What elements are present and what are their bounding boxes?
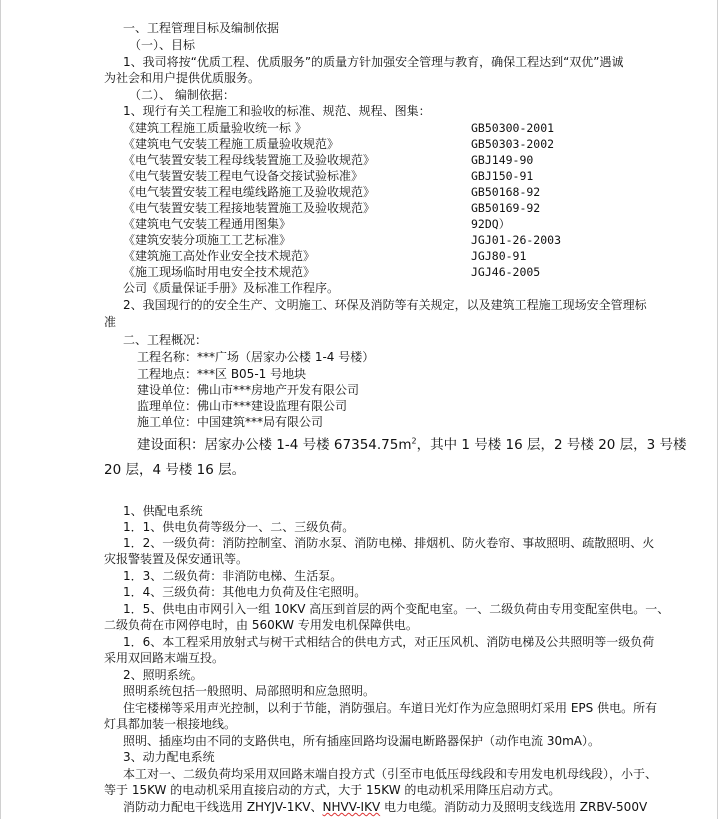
standard-name: 《施工现场临时用电安全技术规范》 <box>123 265 316 279</box>
company-manual: 公司《质量保证手册》及标准工作程序。 <box>123 281 340 295</box>
standard-code: GB50303-2002 <box>471 137 555 151</box>
standard-name: 《建筑电气安装工程通用图集》 <box>123 217 292 231</box>
standard-code: GB50168-92 <box>471 185 541 199</box>
standard-name: 《建筑安装分项施工工艺标准》 <box>123 233 292 247</box>
para-1-2-cont: 灾报警装置及保安通讯等。 <box>104 552 249 566</box>
standard-name: 《电气装置安装工程母线装置施工及验收规范》 <box>123 153 376 167</box>
cable-spec-underlined: NHVV-IKV <box>322 800 381 814</box>
area-unit-sup: 2 <box>411 436 417 446</box>
lighting-para-2-cont: 灯具都加装一根接地线。 <box>104 717 237 731</box>
section-heading-2: 二、工程概况： <box>123 333 208 347</box>
standard-code: JGJ80-91 <box>471 249 527 263</box>
power-para-2-pre: 消防动力配电干线选用 ZHYJV-1KV、 <box>123 800 323 814</box>
standard-name: 《建筑施工高处作业安全技术规范》 <box>123 249 316 263</box>
power-para-2-post: 电力电缆。消防动力及照明支线选用 ZRBV-500V <box>380 800 648 814</box>
standard-name: 《电气装置安装工程电缆线路施工及验收规范》 <box>123 185 376 199</box>
lighting-para-1: 照明系统包括一般照明、局部照明和应急照明。 <box>123 684 376 698</box>
power-para-1: 本工对一、二级负荷均采用双回路末端自投方式（引至市电低压母线段和专用发电机母线段），小于、 <box>123 767 658 781</box>
para-1-4: 1．4、三级负荷：其他电力负荷及住宅照明。 <box>123 585 367 599</box>
standard-code: GB50300-2001 <box>471 121 555 135</box>
para-1-6-cont: 采用双回路末端互投。 <box>104 651 225 665</box>
project-name: 工程名称：***广场（居家办公楼 1-4 号楼） <box>137 350 375 364</box>
standard-name: 《电气装置安装工程电气设备交接试验标准》 <box>123 169 364 183</box>
subheading-goal: （一）、目标 <box>129 38 196 52</box>
section-heading-power-distribution: 3、动力配电系统 <box>123 750 215 764</box>
subheading-basis: （二）、 编制依据： <box>129 88 235 102</box>
area-text-cont: 20 层，4 号楼 16 层。 <box>104 462 246 478</box>
basis-intro: 1、现行有关工程施工和验收的标准、规范、规程、图集： <box>123 104 431 118</box>
goal-text: 1、我司将按“优质工程、优质服务”的质量方针加强安全管理与教育，确保工程达到“双优”遇诚 <box>123 55 624 69</box>
standard-name: 《建筑工程施工质量验收统一标 》 <box>123 121 307 135</box>
standard-name: 《电气装置安装工程接地装置施工及验收规范》 <box>123 201 376 215</box>
item2-text-cont: 准 <box>104 315 117 329</box>
standard-code: 92DQ） <box>471 217 511 231</box>
supervisor-unit: 监理单位：佛山市***建设监理有限公司 <box>137 399 348 413</box>
area-text-pre: 建设面积：居家办公楼 1-4 号楼 67354.75m <box>137 437 412 453</box>
standard-code: JGJ01-26-2003 <box>471 233 562 247</box>
area-text <box>137 436 717 454</box>
para-1-5: 1．5、供电由市网引入一组 10KV 高压到首层的两个变配电室。一、二级负荷由专用变配室供电。一、 <box>123 602 670 616</box>
para-1-5-cont: 二级负荷在市网停电时，由 560KW 专用发电机保障供电。 <box>104 618 418 632</box>
section-heading-power-supply: 1、供配电系统 <box>123 504 203 518</box>
para-1-1: 1．1、供电负荷等级分一、二、三级负荷。 <box>123 520 355 534</box>
lighting-para-2: 住宅楼梯等采用声光控制，以利于节能，消防强启。车道日光灯作为应急照明灯采用 EPS 供电。所有 <box>123 701 658 715</box>
standard-code: GB50169-92 <box>471 201 541 215</box>
lighting-para-3: 照明、插座均由不同的支路供电，所有插座回路均设漏电断路器保护（动作电流 30mA）。 <box>123 734 600 748</box>
contractor-unit: 施工单位：中国建筑***局有限公司 <box>137 415 324 429</box>
para-1-2: 1．2、一级负荷：消防控制室、消防水泵、消防电梯、排烟机、防火卷帘、事故照明、疏散照明、火 <box>123 536 655 550</box>
section-heading-1: 一、工程管理目标及编制依据 <box>123 21 280 35</box>
area-text-post: ，其中 1 号楼 16 层，2 号楼 20 层，3 号楼 <box>416 437 687 453</box>
standard-code: GBJ150-91 <box>471 169 534 183</box>
power-para-2 <box>123 799 717 815</box>
standard-code: JGJ46-2005 <box>471 265 541 279</box>
standard-name: 《建筑电气安装工程施工质量验收规范》 <box>123 137 340 151</box>
power-para-1-cont: 等于 15KW 的电动机采用直接启动的方式，大于 15KW 的电动机采用降压启动方式。 <box>104 783 561 797</box>
para-1-6: 1．6、本工程采用放射式与树干式相结合的供电方式，对正压风机、消防电梯及公共照明等一级负荷 <box>123 635 655 649</box>
standard-code: GBJ149-90 <box>471 153 534 167</box>
builder-unit: 建设单位：佛山市***房地产开发有限公司 <box>137 383 360 397</box>
para-1-3: 1．3、二级负荷：非消防电梯、生活泵。 <box>123 569 343 583</box>
item2-text: 2、我国现行的的安全生产、文明施工、环保及消防等有关规定，以及建筑工程施工现场安全管理标 <box>123 298 647 312</box>
goal-text-cont: 为社会和用户提供优质服务。 <box>104 71 261 85</box>
project-site: 工程地点：***区 B05-1 号地块 <box>137 367 307 381</box>
section-heading-lighting: 2、照明系统。 <box>123 668 203 682</box>
